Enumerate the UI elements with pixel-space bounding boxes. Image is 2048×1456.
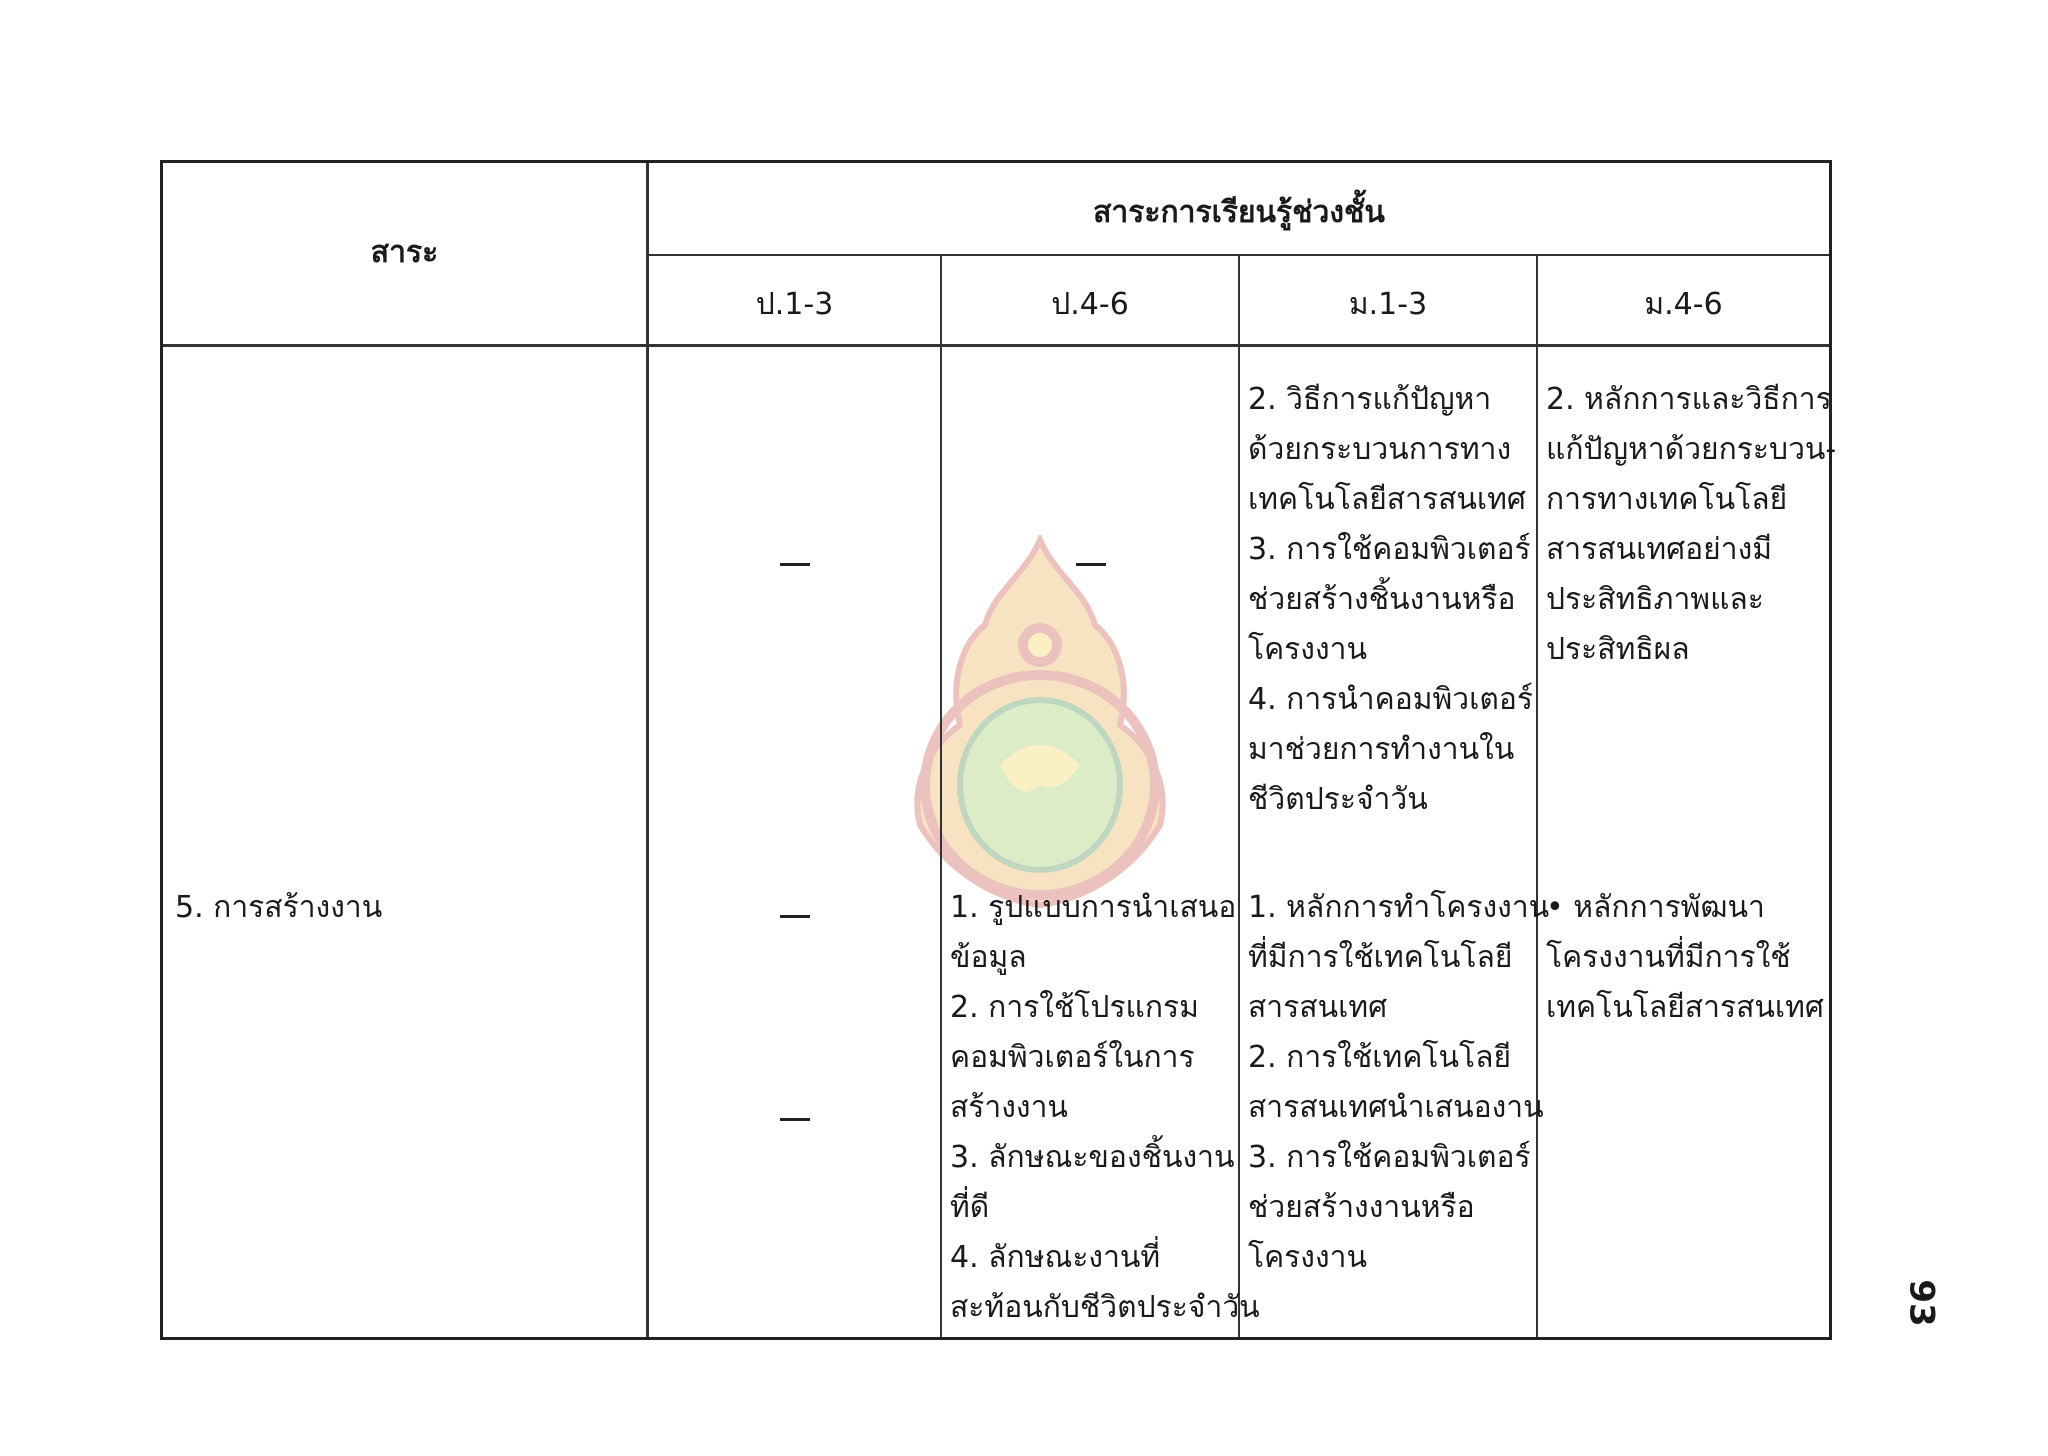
text-line: ข้อมูล xyxy=(950,940,1027,975)
text-line: ที่ดี xyxy=(950,1190,990,1225)
text-line: โครงงานที่มีการใช้ xyxy=(1546,940,1791,975)
level-header-p46: ป.4-6 xyxy=(1051,287,1129,322)
empty-dash xyxy=(1076,563,1106,566)
text-line: การทางเทคโนโลยี xyxy=(1546,482,1788,517)
text-line: สารสนเทศอย่างมี xyxy=(1546,532,1773,567)
content-group-header: สาระการเรียนรู้ช่วงชั้น xyxy=(1093,195,1385,230)
text-line: แก้ปัญหาด้วยกระบวน- xyxy=(1546,432,1837,467)
text-line: 3. การใช้คอมพิวเตอร์ xyxy=(1248,532,1531,567)
text-line: ช่วยสร้างชิ้นงานหรือ xyxy=(1248,582,1516,617)
text-line: 4. ลักษณะงานที่ xyxy=(950,1240,1161,1275)
text-line: 3. การใช้คอมพิวเตอร์ xyxy=(1248,1140,1531,1175)
text-line: สารสนเทศนำเสนองาน xyxy=(1248,1090,1544,1125)
header-bottom-border xyxy=(163,344,1829,347)
text-line: คอมพิวเตอร์ในการ xyxy=(950,1040,1195,1075)
text-line: 2. การใช้เทคโนโลยี xyxy=(1248,1040,1512,1075)
text-line: ประสิทธิผล xyxy=(1546,632,1690,667)
page-number: 93 xyxy=(1901,1279,1942,1327)
text-line: 3. ลักษณะของชิ้นงาน xyxy=(950,1140,1235,1175)
m13-content-top xyxy=(1248,375,1533,825)
subject-column-border xyxy=(646,163,649,1337)
text-line: มาช่วยการทำงานใน xyxy=(1248,732,1515,767)
subject-name: 5. การสร้างงาน xyxy=(175,890,383,925)
p46-content xyxy=(950,883,1260,1333)
text-line: 2. วิธีการแก้ปัญหา xyxy=(1248,382,1492,417)
text-line: สะท้อนกับชีวิตประจำวัน xyxy=(950,1290,1260,1325)
subject-header: สาระ xyxy=(370,235,439,270)
m46-content-bottom xyxy=(1546,883,1824,1033)
text-line: ชีวิตประจำวัน xyxy=(1248,782,1428,817)
text-line: เทคโนโลยีสารสนเทศ xyxy=(1546,990,1824,1025)
empty-dash xyxy=(780,915,810,918)
text-line: • หลักการพัฒนา xyxy=(1546,890,1765,925)
level-header-m46: ม.4-6 xyxy=(1644,287,1723,322)
text-line: ช่วยสร้างงานหรือ xyxy=(1248,1190,1475,1225)
col-p13-border xyxy=(940,254,942,1337)
text-line: ด้วยกระบวนการทาง xyxy=(1248,432,1512,467)
m46-content-top xyxy=(1546,375,1836,675)
text-line: เทคโนโลยีสารสนเทศ xyxy=(1248,482,1526,517)
level-header-m13: ม.1-3 xyxy=(1348,287,1428,322)
curriculum-table xyxy=(160,160,1837,1340)
text-line: ที่มีการใช้เทคโนโลยี xyxy=(1248,940,1513,975)
empty-dash xyxy=(780,563,810,566)
text-line: 4. การนำคอมพิวเตอร์ xyxy=(1248,682,1533,717)
text-line: สร้างงาน xyxy=(950,1090,1068,1125)
text-line: 1. รูปแบบการนำเสนอ xyxy=(950,890,1237,925)
text-line: 1. หลักการทำโครงงาน xyxy=(1248,890,1550,925)
m13-content-bottom xyxy=(1248,883,1549,1283)
text-line: สารสนเทศ xyxy=(1248,990,1388,1025)
text-line: โครงงาน xyxy=(1248,632,1367,667)
text-line: ประสิทธิภาพและ xyxy=(1546,582,1764,617)
empty-dash xyxy=(780,1118,810,1121)
text-line: 2. หลักการและวิธีการ xyxy=(1546,382,1832,417)
text-line: โครงงาน xyxy=(1248,1240,1367,1275)
text-line: 2. การใช้โปรแกรม xyxy=(950,990,1199,1025)
level-header-p13: ป.1-3 xyxy=(755,287,834,322)
